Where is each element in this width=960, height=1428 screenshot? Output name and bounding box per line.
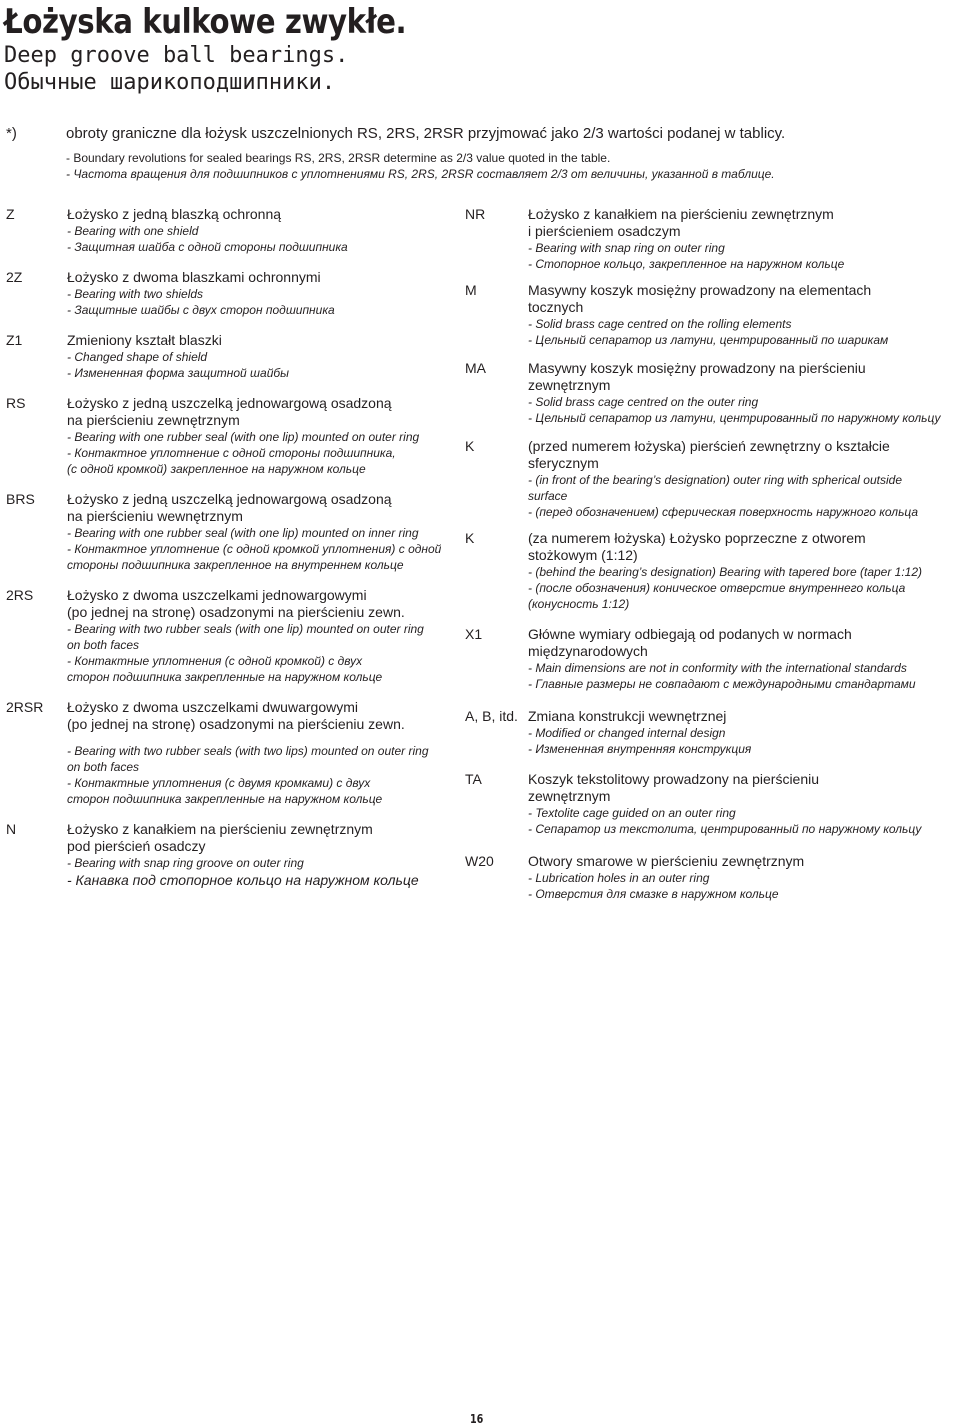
footnote-mark: *) [6,125,17,142]
suffix-entry [6,332,458,381]
suffix-code: RS [6,395,26,411]
suffix-description [528,438,957,520]
suffix-title-polish: Zmiana konstrukcji wewnętrznej [528,708,727,724]
suffix-code: Z [6,206,15,222]
suffix-code: 2RS [6,587,34,603]
page-title: Łożyska kulkowe zwykłe. [4,2,407,42]
suffix-code: BRS [6,491,35,507]
suffix-translation-russian: - Защитные шайбы с двух сторон подшипника [67,303,335,317]
suffix-title-polish: Łożysko z dwoma uszczelkami dwuwargowymi (po jednej na stronę) osadzonymi na pierścieniu zewn. [67,699,405,732]
suffix-entry [465,853,957,902]
suffix-translation-russian: - Измененная внутренняя конструкция [528,742,752,756]
suffix-title-polish: Masywny koszyk mosiężny prowadzony na elementach tocznych [528,282,872,315]
suffix-translation: - Lubrication holes in an outer ring [528,871,710,885]
suffix-translation: - Bearing with two rubber seals (with two lips) mounted on outer ring on both faces [67,744,429,774]
suffix-translation: - Bearing with two shields [67,287,204,301]
suffix-translation: - Changed shape of shield [67,350,208,364]
suffix-translation: - Main dimensions are not in conformity with the international standards [528,661,907,675]
suffix-translation-russian: - Цельный сепаратор из латуни, центрированный по шарикам [528,333,889,347]
suffix-entry [6,491,458,573]
suffix-title-polish: (za numerem łożyska) Łożysko poprzeczne z otworem stożkowym (1:12) [528,530,866,563]
suffix-translation-russian: - Сепаратор из текстолита, центрированный по наружному кольцу [528,822,922,836]
suffix-description [67,587,458,685]
suffix-translation: - Bearing with two rubber seals (with one lip) mounted on outer ring on both faces [67,622,424,652]
suffix-description [67,821,458,889]
suffix-translation-russian: - Канавка под стопорное кольцо на наружном кольце [67,872,419,888]
footnote-text-russian: - Частота вращения для подшипников с уплотнениями RS, 2RS, 2RSR составляет 2/3 от величины, указанной в таблице. [66,167,775,181]
suffix-code: TA [465,771,482,787]
suffix-code: MA [465,360,486,376]
suffix-translation-russian: - (перед обозначением) сферическая поверхность наружного кольца [528,505,919,519]
suffix-translation: - Solid brass cage centred on the outer ring [528,395,759,409]
suffix-entry [465,282,957,348]
suffix-description [528,626,957,692]
suffix-translation-russian: - Контактное уплотнение (с одной кромкой уплотнения) с одной стороны подшипника закрепленное на внутреннем кольце [67,542,442,572]
suffix-translation [67,733,458,743]
suffix-translation-russian: - Контактные уплотнения (с двумя кромками) с двух сторон подшипника закрепленные на наружном кольце [67,776,383,806]
suffix-title-polish: Łożysko z jedną uszczelką jednowargową osadzoną na pierścieniu zewnętrznym [67,395,392,428]
suffix-title-polish: Otwory smarowe w pierścieniu zewnętrznym [528,853,805,869]
suffix-code: K [465,530,475,546]
suffix-translation: - (in front of the bearing’s designation) outer ring with spherical outside surface [528,473,902,503]
suffix-description [67,395,458,477]
suffix-entry [6,821,458,889]
suffix-entry [465,771,957,837]
suffix-code: Z1 [6,332,23,348]
suffix-list-left [6,206,458,889]
suffix-code: W20 [465,853,494,869]
suffix-translation-russian: - Защитная шайба с одной стороны подшипника [67,240,348,254]
suffix-entry [6,587,458,685]
suffix-title-polish: Masywny koszyk mosiężny prowadzony na pierścieniu zewnętrznym [528,360,866,393]
suffix-translation: - Bearing with snap ring groove on outer ring [67,856,304,870]
suffix-title-polish: (przed numerem łożyska) pierścień zewnętrzny o kształcie sferycznym [528,438,890,471]
suffix-title-polish: Koszyk tekstolitowy prowadzony na pierścieniu zewnętrznym [528,771,820,804]
page-header [4,2,472,96]
suffix-description [528,206,957,272]
suffix-code: 2Z [6,269,23,285]
suffix-translation-russian: - Контактные уплотнения (с одной кромкой) с двух сторон подшипника закрепленные на наружном кольце [67,654,383,684]
suffix-code: M [465,282,477,298]
suffix-translation: - Textolite cage guided on an outer ring [528,806,736,820]
suffix-entry [465,626,957,692]
suffix-translation-russian: - (после обозначения) коническое отверстие внутреннего кольца (конусность 1:12) [528,581,906,611]
suffix-description [67,699,458,807]
suffix-description [528,708,957,757]
suffix-title-polish: Łożysko z kanałkiem na pierścieniu zewnętrznym i pierścieniem osadczym [528,206,834,239]
suffix-entry [6,699,458,807]
suffix-description [67,332,458,381]
suffix-translation-russian: - Отверстия для смазке в наружном кольце [528,887,779,901]
suffix-entry [465,708,957,757]
suffix-translation-russian: - Главные размеры не совпадают с международными стандартами [528,677,916,691]
suffix-description [528,360,957,426]
suffix-title-polish: Główne wymiary odbiegają od podanych w normach międzynarodowych [528,626,852,659]
suffix-translation: - (behind the bearing’s designation) Bearing with tapered bore (taper 1:12) [528,565,923,579]
suffix-translation-russian: - Стопорное кольцо, закрепленное на наружном кольце [528,257,845,271]
suffix-translation: - Solid brass cage centred on the rolling elements [528,317,792,331]
suffix-description [67,269,458,318]
suffix-title-polish: Łożysko z jedną blaszką ochronną [67,206,282,222]
suffix-entry [6,206,458,255]
suffix-translation: - Bearing with one shield [67,224,199,238]
suffix-description [67,491,458,573]
suffix-entry [6,395,458,477]
suffix-description [528,530,957,612]
suffix-title-polish: Łożysko z kanałkiem na pierścieniu zewnętrznym pod pierścień osadczy [67,821,373,854]
suffix-list-right [465,206,957,902]
suffix-entry [465,438,957,520]
suffix-title-polish: Łożysko z dwoma uszczelkami jednowargowymi (po jednej na stronę) osadzonymi na pierścieniu zewn. [67,587,405,620]
suffix-title-polish: Zmieniony kształt blaszki [67,332,222,348]
suffix-code: K [465,438,475,454]
suffix-title-polish: Łożysko z dwoma blaszkami ochronnymi [67,269,321,285]
suffix-code: X1 [465,626,483,642]
page-subtitle-russian: Обычные шарикоподшипники. [4,70,336,95]
suffix-translation: - Bearing with snap ring on outer ring [528,241,725,255]
suffix-translation-russian: - Измененная форма защитной шайбы [67,366,289,380]
suffix-translation: - Bearing with one rubber seal (with one lip) mounted on outer ring [67,430,420,444]
suffix-translation-russian: - Контактное уплотнение с одной стороны подшипника, (с одной кромкой) закрепленное на наружном кольце [67,446,396,476]
footnote-text-polish: obroty graniczne dla łożysk uszczelnionych RS, 2RS, 2RSR przyjmować jako 2/3 wartości podanej w tablicy. [66,125,786,142]
suffix-translation: - Bearing with one rubber seal (with one lip) mounted on inner ring [67,526,419,540]
suffix-entry [465,206,957,272]
suffix-code: A, B, itd. [465,708,518,724]
suffix-code: NR [465,206,486,222]
suffix-description [528,853,957,902]
page-number: 16 [470,1412,484,1426]
suffix-description [528,282,957,348]
suffix-entry [6,269,458,318]
suffix-translation-russian: - Цельный сепаратор из латуни, центрированный по наружному кольцу [528,411,941,425]
suffix-entry [465,360,957,426]
suffix-entry [465,530,957,612]
suffix-translation: - Modified or changed internal design [528,726,726,740]
footnote-text-english: - Boundary revolutions for sealed bearings RS, 2RS, 2RSR determine as 2/3 value quoted in the table. [66,151,611,165]
suffix-description [67,206,458,255]
suffix-code: N [6,821,17,837]
page-subtitle-english: Deep groove ball bearings. [4,43,349,68]
suffix-title-polish: Łożysko z jedną uszczelką jednowargową osadzoną na pierścieniu wewnętrznym [67,491,392,524]
suffix-code: 2RSR [6,699,44,715]
footnote-block [6,124,956,182]
suffix-description [528,771,957,837]
